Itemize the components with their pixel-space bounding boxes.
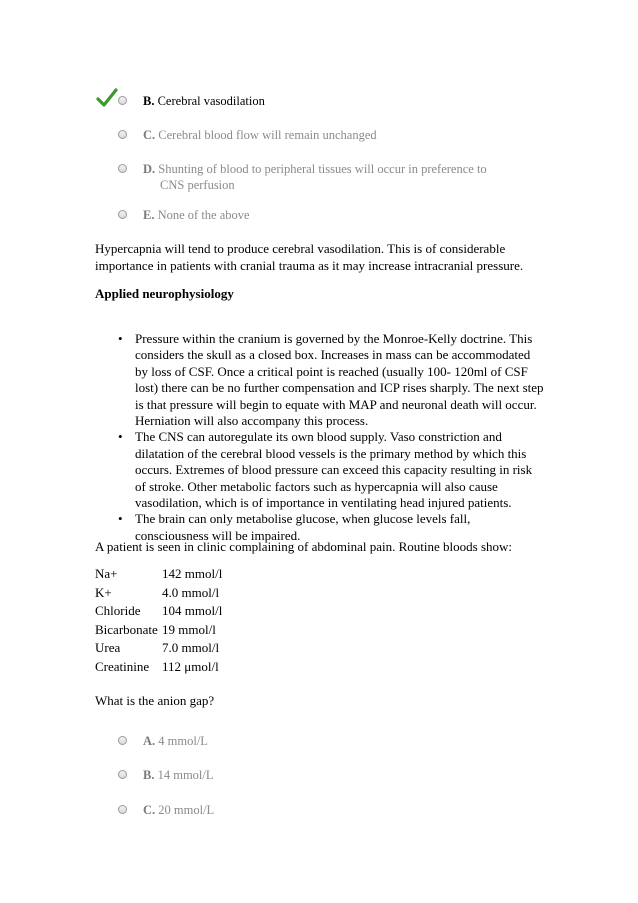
bullet-list [95,331,545,544]
lab-name: Creatinine [95,658,150,674]
bullet-icon: • [118,331,123,346]
table-row [95,603,222,622]
option-letter: C. [143,128,156,142]
option-letter: E. [143,208,155,222]
q2-question: What is the anion gap? [95,693,215,708]
option-letter: C. [143,803,156,817]
lab-results-table [95,566,222,677]
lab-name: Na+ [95,566,118,581]
q2-stem: A patient is seen in clinic complaining of abdominal pain. Routine bloods show: [95,539,513,554]
lab-value: 7.0 mmol/l [162,640,220,655]
list-item [95,429,545,511]
radio-button-icon[interactable] [118,164,127,173]
option-text: Cerebral vasodilation [157,94,265,108]
lab-name: Chloride [95,603,141,618]
lab-value: 112 μmol/l [162,658,219,674]
option-text: 4 mmol/L [158,734,208,748]
option-text: Shunting of blood to peripheral tissues will occur in preference to [158,162,487,176]
option-text: Cerebral blood flow will remain unchanged [158,128,377,142]
option-text: 14 mmol/L [157,768,214,782]
bullet-text: The CNS can autoregulate its own blood supply. Vaso constriction and dilatation of the cerebral blood vessels is the primary method by which this occurs. Extremes of blood pressure can exceed this capacity resulting in risk of stroke. Other metabolic factors such as hypercapnia will also cause vasodilation, which is of importance in ventilating head injured patients. [135,429,533,511]
table-row [95,585,222,604]
bullet-icon: • [118,511,123,527]
table-row [95,659,222,678]
option-letter: B. [143,94,155,108]
lab-value: 104 mmol/l [162,603,223,618]
lab-value: 142 mmol/l [162,566,223,581]
lab-value: 4.0 mmol/l [162,584,220,600]
bullet-text: Pressure within the cranium is governed by the Monroe-Kelly doctrine. This considers the skull as a closed box. Increases in mass can be accommodated by loss of CSF. Once a critical point is reached (usually 100- 120ml of CSF lost) there can be no further compensation and ICP rises sharply. The next step is that pressure will begin to equate with MAP and neuronal death will occur. Herniation will also accompany this process. [135,331,544,429]
lab-name: Bicarbonate [95,621,158,637]
table-row [95,640,222,659]
option-letter: D. [143,162,156,176]
lab-value: 19 mmol/l [162,621,216,637]
radio-button-icon[interactable] [118,805,127,814]
option-text-continued: CNS perfusion [160,178,235,192]
table-row [95,622,222,641]
option-letter: A. [143,734,156,748]
table-row [95,566,222,585]
option-letter: B. [143,768,155,782]
radio-button-icon[interactable] [118,130,127,139]
lab-name: Urea [95,640,121,655]
option-text: 20 mmol/L [158,803,215,817]
bullet-text: The brain can only metabolise glucose, when glucose levels fall, consciousness will be impaired. [135,511,471,543]
radio-button-icon[interactable] [118,96,127,105]
radio-button-icon[interactable] [118,210,127,219]
correct-check-icon [96,88,118,108]
list-item [95,331,545,429]
lab-name: K+ [95,584,112,600]
radio-button-icon[interactable] [118,770,127,779]
option-text: None of the above [157,208,250,222]
bullet-icon: • [118,429,123,445]
explanation-paragraph: Hypercapnia will tend to produce cerebral vasodilation. This is of considerable importance in patients with cranial trauma as it may increase intracranial pressure. [95,241,524,273]
radio-button-icon[interactable] [118,736,127,745]
section-heading: Applied neurophysiology [95,286,234,301]
